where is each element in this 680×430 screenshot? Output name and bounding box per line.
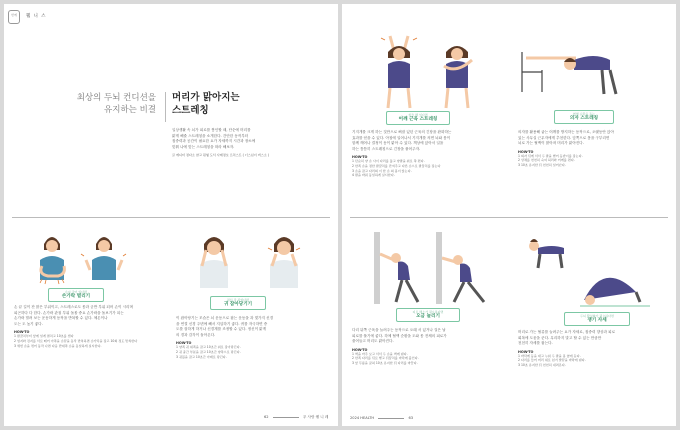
intro-line: 맞춰 나에 맞는 스트레칭을 따라 해보자. [172,144,235,149]
wall-stretch-figure [372,232,488,306]
howto-step: 3 앞 무릎을 굽혀 10초 유지한 뒤 다리를 바꾼다. [352,361,418,366]
howto-step: 1 의자 뒤에 서서 두 팔을 뻗어 등받이를 잡는다. [518,153,583,158]
plow-pose-illustration [520,230,650,310]
hero-subtitle-line-2: 유지하는 비결 [104,105,156,115]
howto-heading: HOW-TO [352,155,368,160]
wall-desc [352,328,508,345]
hero-title-line-1: 머리가 맑아지는 [172,92,240,103]
desc-line: 효과를 얻을 수 있다. 아침에 일어나서 기지개를 켜면 뇌와 몸이 [352,135,451,140]
howto-step: 1 팔꿈치부터 앞에 일게 펼치고 10초를 센다 [14,334,74,339]
badge-title: 귀 잡아당기기 [223,302,253,307]
plow-pose-figure [520,230,650,310]
howto-step: 2 상체를 천천히 숙여 허리와 어깨를 편다. [518,158,575,163]
plow-pose-text [518,330,668,368]
chair-stretch-illustration [518,38,638,98]
desc-line: 의 경과 감각이 돌아온다. [176,332,216,337]
hand-desc [14,305,160,327]
shoulder-stretch-text [352,130,508,178]
badge-title: 쟁기 자세 [587,318,607,323]
intro-line: 집중력과 공간이 필요한 요가 자세까지 시간과 장소에 [172,139,256,144]
hero-divider [165,92,166,122]
howto-heading: HOW-TO [518,149,534,154]
howto-heading: HOW-TO [518,349,534,354]
section-divider [350,217,668,218]
desc-line: 줄어들고 머리도 맑아진다. [352,339,394,344]
shoulder-stretch-illustration [376,32,486,110]
desc-line: 을 연결 신경 주변에 빼서 지압하기 좋다. 귀를 자극하면 중 [176,321,268,326]
howto-step: 2 엄지와 검지를 서로 떼어 아쪽을 손끝을 동작 반복하면 손가락을 잡고 10회 정도 반복한다 [14,339,138,344]
plow-pose-badge [564,312,630,326]
desc-line: 있는 사무실 근무자에게 추천한다. 앞쪽으로 몸을 구부리면 [518,135,610,140]
intro-line: 일상생활 속 뇌가 피로를 쌓인할 때, 단순에 머리를 [172,128,251,132]
footer-label: 푸 사랑 웰 니 레 [302,415,329,419]
howto-step: 3 10초 유지한 뒤 천천히 일어난다. [518,163,566,168]
wall-stretch-illustration [372,232,488,306]
plow-desc [518,330,668,347]
badge-title: 오금 늘리기 [416,314,440,319]
howto-step: 3 세번 손을 꺾어 동작 나면 다음 반대쪽 손을 동일하게 실시한다. [14,343,102,348]
howto-step: 1 양쪽 귀 위쪽을 잡고 10초간 위로 잡아당긴다. [176,345,241,350]
hero-title [172,92,240,117]
desc-line: 함께 깨어나 결정이 동이 맑아 수 있다. 책상에 앉아서 일을 [352,141,444,146]
howto-heading: HOW-TO [352,347,368,352]
section-divider [12,217,330,218]
left-page-footer [264,415,328,420]
desc-line: 회복에 도움을 준다. 무리하지 말고 할 수 있는 만큼만 [518,335,602,340]
desc-line: 피곤하다 다 한다. 손가락 관절 부위 돌볼 중요 손가락을 돌보기가 되는 [14,310,124,315]
badge-title: 손가락 벌리기 [61,294,91,299]
badge-subtitle: 손이 굳어 있다면 [64,290,88,294]
desc-line: 이 잡아당기는 모습은 뇌 운동으로 잡는 운동을 과 몇가지 신경 [176,316,274,320]
footer-rule [273,417,299,418]
howto-heading: HOW-TO [14,330,30,335]
howto-step: 3 손을 잡고 다리의 이 한 손 의 몸이 앉는다. [352,168,412,173]
badge-subtitle: 피로 해소가 필요하다면 [412,310,444,314]
howto-step: 3 10초 유지한 뒤 천천히 내려온다. [518,363,566,368]
howto-step: 2 한쪽 손을 정한 팔꿈치를 만져주고 다른 손으로 팔꿈치를 잡는다 [352,164,441,169]
footer-label: 2024 HEALTH [350,416,375,420]
footer-rule [378,418,404,419]
shoulder-desc [352,130,508,152]
hero-title-line-2: 스트레칭 [172,104,209,116]
desc-line: 도를 잘하게 하거나 신경계를 조정할 수 있다. 정신이 맑게 [176,327,267,332]
badge-subtitle: 두뇌 활성화가 필요하다면 [580,314,614,318]
person-ear-1 [200,237,228,288]
desc-line: 피로를 풀기에 좋다. 하체 혈액 순환을 도와 몸 전체의 피로가 [352,333,447,338]
howto-step: 1 바닥에 등을 대고 누워 두 팔을 몸 옆에 둔다. [518,353,581,358]
hero-intro [172,128,322,150]
badge-title: 어깨 근육 스트레칭 [398,117,438,122]
howto-step: 2 다리를 들어 머리 위로 넘겨 발끝을 바닥에 댄다. [518,358,586,363]
desc-line: 손가락 벌려 보는 운동하게 동작을 반복할 수 있다. 체온이나 [14,316,108,321]
intro-line: 맑게 해줄 스트레칭을 소개한다. 간단한 동작부터 [172,133,249,138]
hand-stretch-text [14,305,160,348]
person-lunge-1 [380,253,418,302]
left-page [4,4,338,426]
person-ear-2 [268,237,300,288]
howto-step: 3 귀볼을 잡고 10초간 아래로 당긴다. [176,354,227,359]
emblem-badge: 함께 [8,10,20,24]
desc-line: 하는 틈틈히 스트레칭으로 긴장을 풀어주자. [352,146,421,151]
hand-stretch-badge [48,288,104,302]
badge-subtitle: 힘들 해 있다면 [408,113,428,117]
shoulder-stretch-badge [386,111,450,125]
chair-stretch-text [518,130,668,168]
badge-subtitle: 혈액 순환을 돕는 [572,112,596,116]
hand-stretch-figure [34,226,130,286]
howto-step: 2 귀 중간 부분을 잡고 10초간 양쪽으로 당긴다. [176,350,241,355]
person-lunge-2 [442,255,484,302]
desc-line: 머리로 가는 혈류를 늘려주는 요가 자세로, 집중력 향상과 피로 [518,330,616,334]
howto-step: 1 단순히 양 손 사이 다리를 틀고 양팔을 위로 쭉 편다. [352,159,425,164]
desc-line: 의자를 활용해 굽는 어깨를 방지하는 동작으로, 오랫동안 앉아 [518,130,614,134]
chair-desc [518,130,668,147]
chair-stretch-figure [518,38,638,98]
badge-title: 의자 스트레칭 [569,116,599,121]
person-arm-cross [444,46,472,108]
hero-credit: 글 에디터 정다소 참고 원형 도서 사례정보 르치스트 ( 너스님이 버스소 ) [172,153,269,157]
page-number: 62 [264,415,269,419]
ear-stretch-text [176,316,326,359]
hand-stretch-illustration [34,226,130,286]
shoulder-stretch-figure [376,32,486,110]
desc-line: 천천히 자세를 잡는다. [518,341,553,346]
desc-line: 손 끝 길이 잔 많은 부위이고, 스트레스로도 몸과 굳반 부위 되어 손이 시리며 [14,305,133,309]
badge-subtitle: 결심 잘 되었다면 [226,298,250,302]
ear-desc [176,316,326,338]
page-number: 63 [408,416,414,420]
person-hands-knees [529,239,564,268]
chair-stretch-badge [554,110,614,124]
hero-subtitle-line-1: 최상의 두뇌 컨디션을 [76,93,156,103]
ear-stretch-figure [192,230,312,290]
desc-line: 기지개를 크게 하는 것만으로 뻐잘 있던 근육의 긴장을 완화하는 [352,130,452,134]
ear-stretch-illustration [192,230,312,290]
person-plow [580,278,650,306]
right-page [342,4,676,426]
hero-subtitle [36,92,156,116]
wall-stretch-text [352,328,508,366]
right-page-footer [350,416,413,420]
ear-stretch-badge [210,296,266,310]
howto-heading: HOW-TO [176,341,192,346]
person-arms-up [381,36,417,108]
desc-line: 도는 도 높기 좋다. [14,321,43,326]
desc-line: 다리 뒤쪽 근육을 늘려주는 동작으로 오래 서 있거나 걸은 날 [352,328,446,332]
howto-step: 2 한쪽 다리를 뒤로 뻗고 뒤꿈치를 바닥에 붙인다. [352,356,419,361]
howto-step: 1 벽을 마주 보고 서서 두 손을 벽에 댄다. [352,351,408,356]
wall-stretch-badge [396,308,460,322]
section-label: 웰 니 스 [26,14,47,19]
desc-line: 뇌로 가는 혈액이 많아져 머리가 맑아진다. [518,141,584,146]
person-front [40,237,64,284]
person-side [81,237,126,280]
howto-step: 4 팔을 바꿔 동일하게 실시한다. [352,173,395,178]
person-bending [526,56,616,94]
